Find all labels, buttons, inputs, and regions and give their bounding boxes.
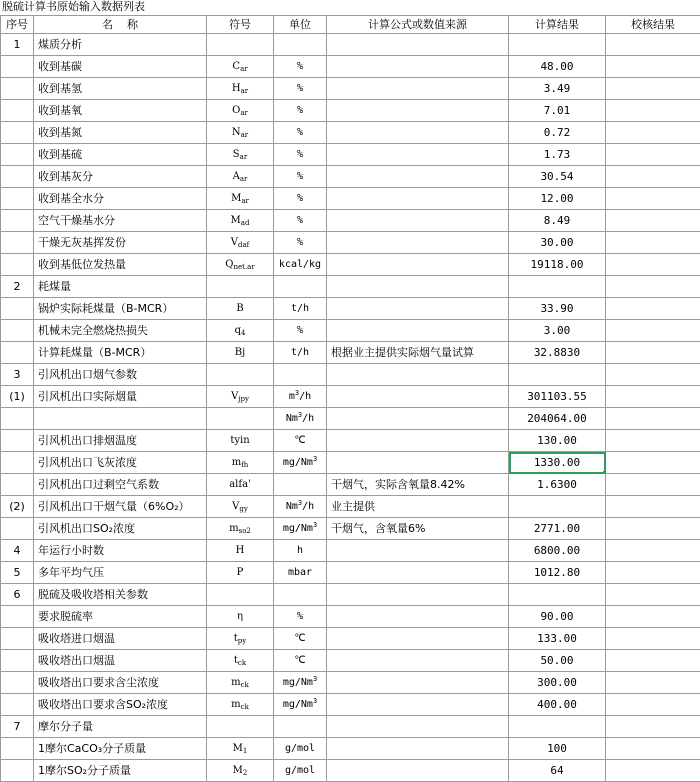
cell-check[interactable] xyxy=(606,562,700,584)
cell-unit[interactable]: $m^3/h$ xyxy=(274,386,327,408)
cell-unit[interactable]: ℃ xyxy=(274,430,327,452)
cell-check[interactable] xyxy=(606,100,700,122)
table-row xyxy=(1,452,700,474)
cell-no[interactable] xyxy=(1,430,34,452)
cell-result[interactable]: 0.72 xyxy=(509,122,606,144)
cell-name[interactable]: 引风机出口SO₂浓度 xyxy=(34,518,207,540)
cell-unit[interactable]: t/h xyxy=(274,342,327,364)
header-symbol[interactable]: 符号 xyxy=(207,16,274,34)
cell-source[interactable] xyxy=(327,430,509,452)
cell-source[interactable]: 干烟气，实际含氧量8.42% xyxy=(327,474,509,496)
cell-name[interactable]: 吸收塔出口烟温 xyxy=(34,650,207,672)
cell-source[interactable] xyxy=(327,166,509,188)
cell-name[interactable]: 收到基全水分 xyxy=(34,188,207,210)
cell-source[interactable] xyxy=(327,276,509,298)
cell-no[interactable]: 1 xyxy=(1,34,34,56)
cell-source[interactable] xyxy=(327,210,509,232)
cell-check[interactable] xyxy=(606,210,700,232)
cell-name[interactable]: 要求脱硫率 xyxy=(34,606,207,628)
table-row xyxy=(1,342,700,364)
cell-check[interactable] xyxy=(606,298,700,320)
cell-unit[interactable]: % xyxy=(274,122,327,144)
table-row xyxy=(1,672,700,694)
cell-unit[interactable]: Nm$^3$/h xyxy=(274,496,327,518)
cell-symbol[interactable]: $S_{ar}$ xyxy=(207,144,274,166)
cell-name[interactable]: 收到基碳 xyxy=(34,56,207,78)
table-row xyxy=(1,254,700,276)
cell-check[interactable] xyxy=(606,650,700,672)
cell-no[interactable] xyxy=(1,650,34,672)
cell-name[interactable]: 摩尔分子量 xyxy=(34,716,207,738)
cell-name[interactable]: 1摩尔SO₂分子质量 xyxy=(34,760,207,782)
cell-unit[interactable]: g/mol xyxy=(274,760,327,782)
table-row xyxy=(1,298,700,320)
table-row xyxy=(1,430,700,452)
cell-symbol[interactable]: tyin xyxy=(207,430,274,452)
cell-check[interactable] xyxy=(606,540,700,562)
header-check[interactable]: 校核结果 xyxy=(606,16,700,34)
cell-name[interactable]: 机械未完全燃烧热损失 xyxy=(34,320,207,342)
cell-check[interactable] xyxy=(606,430,700,452)
cell-symbol[interactable] xyxy=(207,34,274,56)
cell-no[interactable] xyxy=(1,694,34,716)
cell-name[interactable]: 锅炉实际耗煤量（B-MCR） xyxy=(34,298,207,320)
cell-result[interactable]: 300.00 xyxy=(509,672,606,694)
cell-symbol[interactable]: $N_{ar}$ xyxy=(207,122,274,144)
table-row xyxy=(1,188,700,210)
cell-unit[interactable]: ℃ xyxy=(274,650,327,672)
cell-source[interactable] xyxy=(327,584,509,606)
cell-no[interactable] xyxy=(1,408,34,430)
cell-no[interactable]: 7 xyxy=(1,716,34,738)
cell-source[interactable] xyxy=(327,34,509,56)
table-row xyxy=(1,496,700,518)
table-row xyxy=(1,232,700,254)
cell-source[interactable]: 业主提供 xyxy=(327,496,509,518)
cell-check[interactable] xyxy=(606,320,700,342)
cell-no[interactable] xyxy=(1,738,34,760)
cell-symbol[interactable]: η xyxy=(207,606,274,628)
cell-check[interactable] xyxy=(606,694,700,716)
cell-symbol[interactable]: $m_{ck}$ xyxy=(207,694,274,716)
cell-no[interactable] xyxy=(1,298,34,320)
cell-result[interactable] xyxy=(509,34,606,56)
cell-result[interactable]: 204064.00 xyxy=(509,408,606,430)
cell-no[interactable]: (1) xyxy=(1,386,34,408)
cell-unit[interactable]: % xyxy=(274,166,327,188)
cell-source[interactable] xyxy=(327,628,509,650)
cell-check[interactable] xyxy=(606,386,700,408)
section-row xyxy=(1,364,700,386)
cell-source[interactable] xyxy=(327,760,509,782)
cell-check[interactable] xyxy=(606,232,700,254)
table-row xyxy=(1,408,700,430)
cell-result[interactable]: 7.01 xyxy=(509,100,606,122)
cell-name[interactable]: 收到基氧 xyxy=(34,100,207,122)
cell-name[interactable]: 空气干燥基水分 xyxy=(34,210,207,232)
cell-check[interactable] xyxy=(606,452,700,474)
cell-name[interactable]: 吸收塔出口要求含尘浓度 xyxy=(34,672,207,694)
cell-no[interactable]: 5 xyxy=(1,562,34,584)
cell-symbol[interactable]: $C_{ar}$ xyxy=(207,56,274,78)
cell-no[interactable] xyxy=(1,606,34,628)
cell-symbol[interactable] xyxy=(207,716,274,738)
cell-source[interactable] xyxy=(327,386,509,408)
cell-no[interactable] xyxy=(1,342,34,364)
cell-symbol[interactable]: $M_2$ xyxy=(207,760,274,782)
cell-name[interactable]: 脱硫及吸收塔相关参数 xyxy=(34,584,207,606)
cell-symbol[interactable]: $t_{ck}$ xyxy=(207,650,274,672)
cell-source[interactable] xyxy=(327,738,509,760)
cell-name[interactable]: 引风机出口飞灰浓度 xyxy=(34,452,207,474)
cell-name[interactable]: 引风机出口过剩空气系数 xyxy=(34,474,207,496)
section-row xyxy=(1,584,700,606)
cell-unit[interactable] xyxy=(274,364,327,386)
cell-name[interactable] xyxy=(34,408,207,430)
cell-result[interactable]: 3.49 xyxy=(509,78,606,100)
cell-symbol[interactable] xyxy=(207,364,274,386)
cell-source[interactable] xyxy=(327,606,509,628)
cell-unit[interactable]: Nm$^3$/h xyxy=(274,408,327,430)
cell-symbol[interactable]: H xyxy=(207,540,274,562)
cell-check[interactable] xyxy=(606,144,700,166)
cell-symbol[interactable]: $M_1$ xyxy=(207,738,274,760)
cell-symbol[interactable]: alfa' xyxy=(207,474,274,496)
cell-no[interactable] xyxy=(1,254,34,276)
cell-check[interactable] xyxy=(606,584,700,606)
cell-unit[interactable] xyxy=(274,34,327,56)
cell-unit[interactable]: % xyxy=(274,232,327,254)
cell-name[interactable]: 多年平均气压 xyxy=(34,562,207,584)
cell-no[interactable]: 6 xyxy=(1,584,34,606)
cell-name[interactable]: 收到基低位发热量 xyxy=(34,254,207,276)
cell-check[interactable] xyxy=(606,342,700,364)
cell-unit[interactable]: t/h xyxy=(274,298,327,320)
cell-check[interactable] xyxy=(606,716,700,738)
cell-unit[interactable]: % xyxy=(274,144,327,166)
table-row xyxy=(1,562,700,584)
cell-name[interactable]: 引风机出口烟气参数 xyxy=(34,364,207,386)
cell-source[interactable] xyxy=(327,364,509,386)
cell-unit[interactable]: % xyxy=(274,210,327,232)
table-row xyxy=(1,166,700,188)
cell-check[interactable] xyxy=(606,474,700,496)
cell-no[interactable] xyxy=(1,210,34,232)
cell-source[interactable] xyxy=(327,188,509,210)
cell-symbol[interactable] xyxy=(207,408,274,430)
cell-source[interactable]: 根据业主提供实际烟气量试算 xyxy=(327,342,509,364)
cell-unit[interactable]: % xyxy=(274,606,327,628)
cell-result[interactable]: 3.00 xyxy=(509,320,606,342)
cell-no[interactable] xyxy=(1,232,34,254)
cell-source[interactable] xyxy=(327,716,509,738)
cell-result[interactable]: 33.90 xyxy=(509,298,606,320)
cell-name[interactable]: 煤质分析 xyxy=(34,34,207,56)
cell-source[interactable] xyxy=(327,320,509,342)
cell-name[interactable]: 引风机出口排烟温度 xyxy=(34,430,207,452)
cell-result[interactable]: 30.54 xyxy=(509,166,606,188)
table-row xyxy=(1,540,700,562)
cell-name[interactable]: 引风机出口实际烟量 xyxy=(34,386,207,408)
cell-result[interactable]: 19118.00 xyxy=(509,254,606,276)
cell-symbol[interactable]: $H_{ar}$ xyxy=(207,78,274,100)
cell-source[interactable] xyxy=(327,694,509,716)
cell-source[interactable] xyxy=(327,650,509,672)
cell-name[interactable]: 吸收塔出口要求含SO₂浓度 xyxy=(34,694,207,716)
cell-check[interactable] xyxy=(606,166,700,188)
sheet-title: 脱硫计算书原始输入数据列表 xyxy=(2,0,145,14)
cell-name[interactable]: 收到基硫 xyxy=(34,144,207,166)
table-row xyxy=(1,210,700,232)
cell-no[interactable] xyxy=(1,672,34,694)
cell-symbol[interactable]: $m_{so2}$ xyxy=(207,518,274,540)
cell-name[interactable]: 年运行小时数 xyxy=(34,540,207,562)
cell-unit[interactable]: g/mol xyxy=(274,738,327,760)
cell-symbol[interactable]: $O_{ar}$ xyxy=(207,100,274,122)
cell-result[interactable]: 90.00 xyxy=(509,606,606,628)
cell-source[interactable] xyxy=(327,232,509,254)
cell-no[interactable]: 2 xyxy=(1,276,34,298)
cell-unit[interactable]: % xyxy=(274,320,327,342)
header-name[interactable]: 名 称 xyxy=(34,16,207,34)
cell-source[interactable] xyxy=(327,144,509,166)
cell-check[interactable] xyxy=(606,738,700,760)
table-row xyxy=(1,122,700,144)
table-row xyxy=(1,320,700,342)
cell-symbol[interactable]: $V_{gy}$ xyxy=(207,496,274,518)
cell-result[interactable]: 12.00 xyxy=(509,188,606,210)
table-row xyxy=(1,56,700,78)
cell-name[interactable]: 收到基氢 xyxy=(34,78,207,100)
data-table xyxy=(0,15,700,782)
table-row xyxy=(1,694,700,716)
cell-result[interactable]: 6800.00 xyxy=(509,540,606,562)
cell-symbol[interactable]: $M_{ad}$ xyxy=(207,210,274,232)
cell-no[interactable] xyxy=(1,760,34,782)
cell-result[interactable]: 100 xyxy=(509,738,606,760)
cell-unit[interactable] xyxy=(274,716,327,738)
cell-check[interactable] xyxy=(606,606,700,628)
cell-unit[interactable]: % xyxy=(274,100,327,122)
cell-source[interactable] xyxy=(327,122,509,144)
cell-result[interactable]: 1.6300 xyxy=(509,474,606,496)
cell-no[interactable] xyxy=(1,78,34,100)
cell-source[interactable] xyxy=(327,298,509,320)
cell-no[interactable] xyxy=(1,100,34,122)
table-row xyxy=(1,78,700,100)
cell-result[interactable]: 30.00 xyxy=(509,232,606,254)
cell-unit[interactable]: % xyxy=(274,56,327,78)
cell-result[interactable] xyxy=(509,496,606,518)
table-row xyxy=(1,518,700,540)
cell-source[interactable]: 干烟气，含氧量6% xyxy=(327,518,509,540)
table-row xyxy=(1,628,700,650)
cell-result[interactable]: 130.00 xyxy=(509,430,606,452)
cell-name[interactable]: 干燥无灰基挥发份 xyxy=(34,232,207,254)
cell-unit[interactable]: mg/Nm$^3$ xyxy=(274,694,327,716)
cell-result-selected[interactable]: 1330.00 xyxy=(509,452,606,474)
cell-unit[interactable]: mg/Nm$^3$ xyxy=(274,452,327,474)
cell-check[interactable] xyxy=(606,628,700,650)
cell-unit[interactable] xyxy=(274,584,327,606)
cell-check[interactable] xyxy=(606,34,700,56)
cell-symbol[interactable]: B xyxy=(207,298,274,320)
cell-symbol[interactable] xyxy=(207,584,274,606)
cell-result[interactable]: 50.00 xyxy=(509,650,606,672)
cell-result[interactable]: 1.73 xyxy=(509,144,606,166)
cell-check[interactable] xyxy=(606,122,700,144)
cell-result[interactable]: 400.00 xyxy=(509,694,606,716)
cell-name[interactable]: 引风机出口干烟气量（6%O₂） xyxy=(34,496,207,518)
cell-source[interactable] xyxy=(327,56,509,78)
section-row xyxy=(1,716,700,738)
cell-symbol[interactable]: Bj xyxy=(207,342,274,364)
cell-check[interactable] xyxy=(606,364,700,386)
section-row xyxy=(1,34,700,56)
cell-result[interactable]: 64 xyxy=(509,760,606,782)
cell-symbol[interactable]: $V_{daf}$ xyxy=(207,232,274,254)
cell-name[interactable]: 耗煤量 xyxy=(34,276,207,298)
cell-check[interactable] xyxy=(606,56,700,78)
cell-check[interactable] xyxy=(606,276,700,298)
header-unit[interactable]: 单位 xyxy=(274,16,327,34)
cell-no[interactable] xyxy=(1,166,34,188)
cell-no[interactable]: 3 xyxy=(1,364,34,386)
cell-name[interactable]: 计算耗煤量（B-MCR） xyxy=(34,342,207,364)
section-row xyxy=(1,276,700,298)
cell-unit[interactable]: h xyxy=(274,540,327,562)
cell-unit[interactable] xyxy=(274,276,327,298)
cell-result[interactable]: 133.00 xyxy=(509,628,606,650)
cell-unit[interactable]: % xyxy=(274,188,327,210)
table-row xyxy=(1,474,700,496)
cell-name[interactable]: 收到基氮 xyxy=(34,122,207,144)
cell-no[interactable]: 4 xyxy=(1,540,34,562)
cell-result[interactable]: 32.8830 xyxy=(509,342,606,364)
cell-unit[interactable] xyxy=(274,474,327,496)
header-source[interactable]: 计算公式或数值来源 xyxy=(327,16,509,34)
cell-no[interactable] xyxy=(1,452,34,474)
cell-symbol[interactable]: $q_4$ xyxy=(207,320,274,342)
cell-symbol[interactable]: $M_{ar}$ xyxy=(207,188,274,210)
cell-result[interactable]: 301103.55 xyxy=(509,386,606,408)
cell-source[interactable] xyxy=(327,100,509,122)
header-no[interactable]: 序号 xyxy=(1,16,34,34)
cell-result[interactable]: 48.00 xyxy=(509,56,606,78)
cell-source[interactable] xyxy=(327,452,509,474)
cell-symbol[interactable] xyxy=(207,276,274,298)
cell-source[interactable] xyxy=(327,540,509,562)
cell-unit[interactable]: % xyxy=(274,78,327,100)
cell-result[interactable] xyxy=(509,276,606,298)
cell-no[interactable] xyxy=(1,144,34,166)
cell-unit[interactable]: ℃ xyxy=(274,628,327,650)
cell-name[interactable]: 1摩尔CaCO₃分子质量 xyxy=(34,738,207,760)
cell-symbol[interactable]: P xyxy=(207,562,274,584)
cell-no[interactable] xyxy=(1,518,34,540)
cell-unit[interactable]: kcal/kg xyxy=(274,254,327,276)
cell-symbol[interactable]: $t_{py}$ xyxy=(207,628,274,650)
cell-check[interactable] xyxy=(606,496,700,518)
table-row xyxy=(1,606,700,628)
cell-result[interactable] xyxy=(509,584,606,606)
cell-source[interactable] xyxy=(327,562,509,584)
cell-result[interactable]: 8.49 xyxy=(509,210,606,232)
cell-check[interactable] xyxy=(606,672,700,694)
cell-name[interactable]: 吸收塔进口烟温 xyxy=(34,628,207,650)
cell-source[interactable] xyxy=(327,672,509,694)
cell-result[interactable]: 2771.00 xyxy=(509,518,606,540)
table-row xyxy=(1,386,700,408)
table-row xyxy=(1,760,700,782)
cell-source[interactable] xyxy=(327,254,509,276)
table-row xyxy=(1,738,700,760)
cell-no[interactable] xyxy=(1,320,34,342)
cell-unit[interactable]: mg/Nm$^3$ xyxy=(274,518,327,540)
cell-check[interactable] xyxy=(606,78,700,100)
table-row xyxy=(1,100,700,122)
cell-check[interactable] xyxy=(606,408,700,430)
cell-result[interactable] xyxy=(509,716,606,738)
cell-check[interactable] xyxy=(606,254,700,276)
cell-no[interactable] xyxy=(1,188,34,210)
header-row xyxy=(1,16,700,34)
cell-check[interactable] xyxy=(606,760,700,782)
cell-result[interactable] xyxy=(509,364,606,386)
cell-result[interactable]: 1012.80 xyxy=(509,562,606,584)
cell-unit[interactable]: mg/Nm$^3$ xyxy=(274,672,327,694)
cell-no[interactable] xyxy=(1,628,34,650)
table-row xyxy=(1,144,700,166)
cell-no[interactable]: (2) xyxy=(1,496,34,518)
table-row xyxy=(1,650,700,672)
cell-unit[interactable]: mbar xyxy=(274,562,327,584)
cell-check[interactable] xyxy=(606,188,700,210)
cell-no[interactable] xyxy=(1,474,34,496)
cell-source[interactable] xyxy=(327,78,509,100)
cell-symbol[interactable]: $V_{jpy}$ xyxy=(207,386,274,408)
cell-source[interactable] xyxy=(327,408,509,430)
cell-symbol[interactable]: $Q_{net.ar}$ xyxy=(207,254,274,276)
cell-symbol[interactable]: $m_{fh}$ xyxy=(207,452,274,474)
header-result[interactable]: 计算结果 xyxy=(509,16,606,34)
cell-no[interactable] xyxy=(1,122,34,144)
cell-symbol[interactable]: $m_{ck}$ xyxy=(207,672,274,694)
cell-check[interactable] xyxy=(606,518,700,540)
cell-name[interactable]: 收到基灰分 xyxy=(34,166,207,188)
cell-no[interactable] xyxy=(1,56,34,78)
cell-symbol[interactable]: $A_{ar}$ xyxy=(207,166,274,188)
